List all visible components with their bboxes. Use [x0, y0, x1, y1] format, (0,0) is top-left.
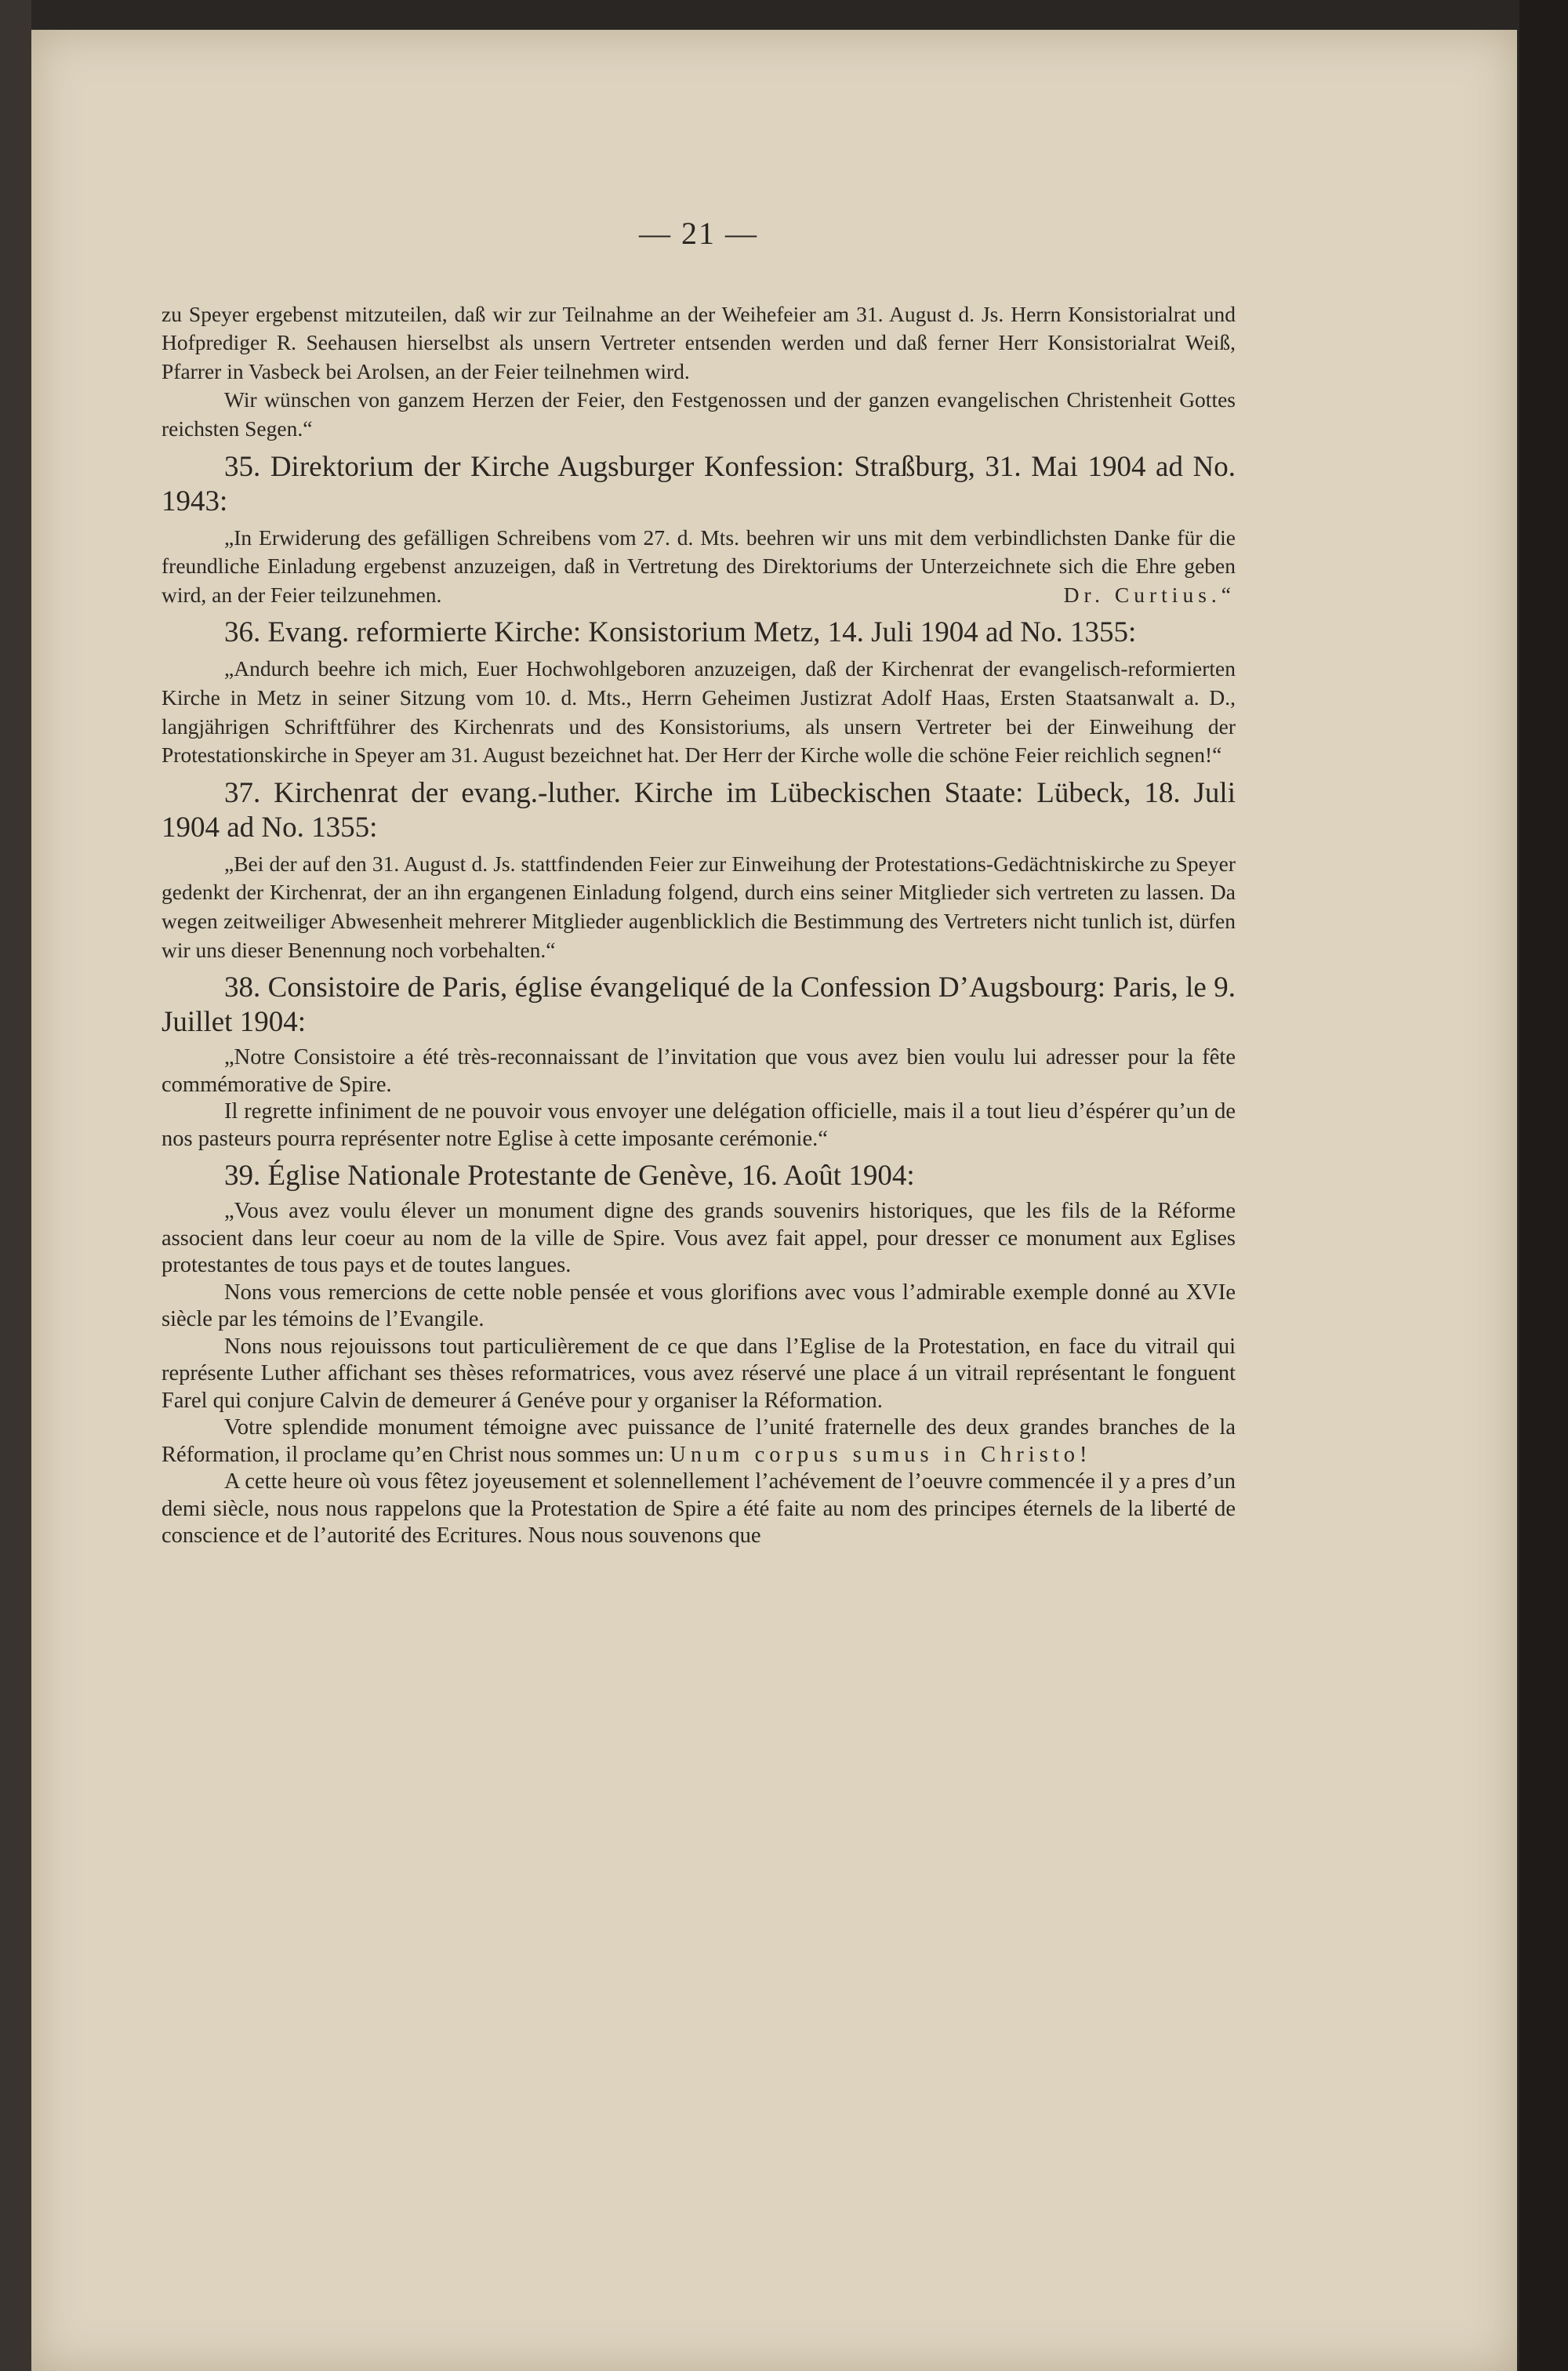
section-heading-35: 35. Direktorium der Kirche Augsburger Konfession: Straßburg, 31. Mai 1904 ad No. 1943:	[162, 450, 1236, 517]
section-body-38b: Il regrette infiniment de ne pouvoir vous envoyer une delégation officielle, mais il a tout lieu d’éspérer qu’un de nos pasteurs pourra représenter notre Eglise à cette imposante cerémonie.“	[162, 1099, 1236, 1151]
paragraph: Wir wünschen von ganzem Herzen der Feier, den Festgenossen und der ganzen evangelischen Christenheit Gottes reichsten Segen.“	[162, 387, 1236, 441]
section-heading-38: 38. Consistoire de Paris, église évangeliqué de la Confession D’Augsbourg: Paris, le 9. Juillet 1904:	[162, 971, 1236, 1039]
page-number: — 21 —	[639, 216, 758, 251]
section-body-38a: „Notre Consistoire a été très-reconnaissant de l’invitation que vous avez bien voulu lui adresser pour la fête commémorative de Spire.	[162, 1045, 1236, 1097]
section-heading-39: 39. Église Nationale Protestante de Genève, 16. Août 1904:	[224, 1160, 915, 1193]
section-body-36: „Andurch beehre ich mich, Euer Hochwohlgeboren anzuzeigen, daß der Kirchenrat der evangelisch-reformierten Kirche in Metz in seiner Sitzung vom 10. d. Mts., Herrn Geheimen Justizrat Adolf Haas, Ersten Staatsanwalt a. D., langjährigen Schriftführer des Kirchenrats und des Konsistoriums, als unsern Vertreter bei der Einweihung der Protestationskirche in Speyer am 31. August bezeichnet hat. Der Herr der Kirche wolle die schöne Feier reichlich segnen!“	[162, 656, 1236, 768]
section-body-39c: Nons nous rejouissons tout particulièrement de ce que dans l’Eglise de la Protestation, en face du vitrail qui représente Luther affichant ses thèses reformatrices, vous avez réservé une place á un vitrail représentant le fonguent Farel qui conjure Calvin de demeurer á Genéve pour y organiser la Réformation.	[162, 1334, 1236, 1413]
section-heading-37: 37. Kirchenrat der evang.-luther. Kirche im Lübeckischen Staate: Lübeck, 18. Juli 1904 ad No. 1355:	[162, 776, 1236, 844]
section-body-39d	[162, 1414, 1236, 1469]
book-binding	[1519, 0, 1568, 2371]
gutter	[0, 0, 31, 2371]
section-body-39b: Nons vous remercions de cette noble pensée et vous glorifions avec vous l’admirable exemple donné au XVIe siècle par les témoins de l’Evangile.	[162, 1280, 1236, 1332]
section-heading-36: 36. Evang. reformierte Kirche: Konsistorium Metz, 14. Juli 1904 ad No. 1355:	[224, 616, 1137, 649]
section-body-39a: „Vous avez voulu élever un monument digne des grands souvenirs historiques, que les fils de la Réforme associent dans leur coeur au nom de la ville de Spire. Vous avez fait appel, pour dresser ce monument aux Eglises protestantes de tous pays et de toutes langues.	[162, 1199, 1236, 1278]
section-text: Votre splendide monument témoigne avec puissance de l’unité fraternelle des deux grandes branches de la Réformation, il proclame qu’en Christ nous sommes un:	[162, 1415, 1236, 1467]
section-body-35	[162, 524, 1236, 610]
page-content	[162, 216, 1236, 1550]
latin-quote: Unum corpus sumus in Christo!	[670, 1442, 1092, 1467]
signature: Dr. Curtius.“	[1063, 582, 1236, 607]
section-body-37: „Bei der auf den 31. August d. Js. stattfindenden Feier zur Einweihung der Protestations-Gedächtniskirche zu Speyer gedenkt der Kirchenrat, der an ihn ergangenen Einladung folgend, durch eins seiner Mitglieder sich vertreten zu lassen. Da wegen zeitweiliger Abwesenheit mehrerer Mitglieder augenblicklich die Bestimmung des Vertreters nicht tunlich ist, dürfen wir uns dieser Benennung noch vorbehalten.“	[162, 851, 1236, 962]
section-body-39e: A cette heure où vous fêtez joyeusement et solennellement l’achévement de l’oeuvre commencée il y a pres d’un demi siècle, nous nous rappelons que la Protestation de Spire a été faite au nom des principes éternels de la liberté de conscience et de l’autorité des Ecritures. Nous nous souvenons que	[162, 1469, 1236, 1549]
paragraph: zu Speyer ergebenst mitzuteilen, daß wir zur Teilnahme an der Weihefeier am 31. August d. Js. Herrn Konsistorialrat und Hofprediger R. Seehausen hierselbst als unsern Vertreter entsenden werden und daß ferner Herr Konsistorialrat Weiß, Pfarrer in Vasbeck bei Arolsen, an der Feier teilnehmen wird.	[162, 301, 1236, 383]
section-text: „In Erwiderung des gefälligen Schreibens vom 27. d. Mts. beehren wir uns mit dem verbindlichsten Danke für die freundliche Einladung ergebenst anzuzeigen, daß in Vertretung des Direktoriums der Unterzeichnete sich die Ehre geben wird, an der Feier teilzunehmen.	[162, 525, 1236, 607]
